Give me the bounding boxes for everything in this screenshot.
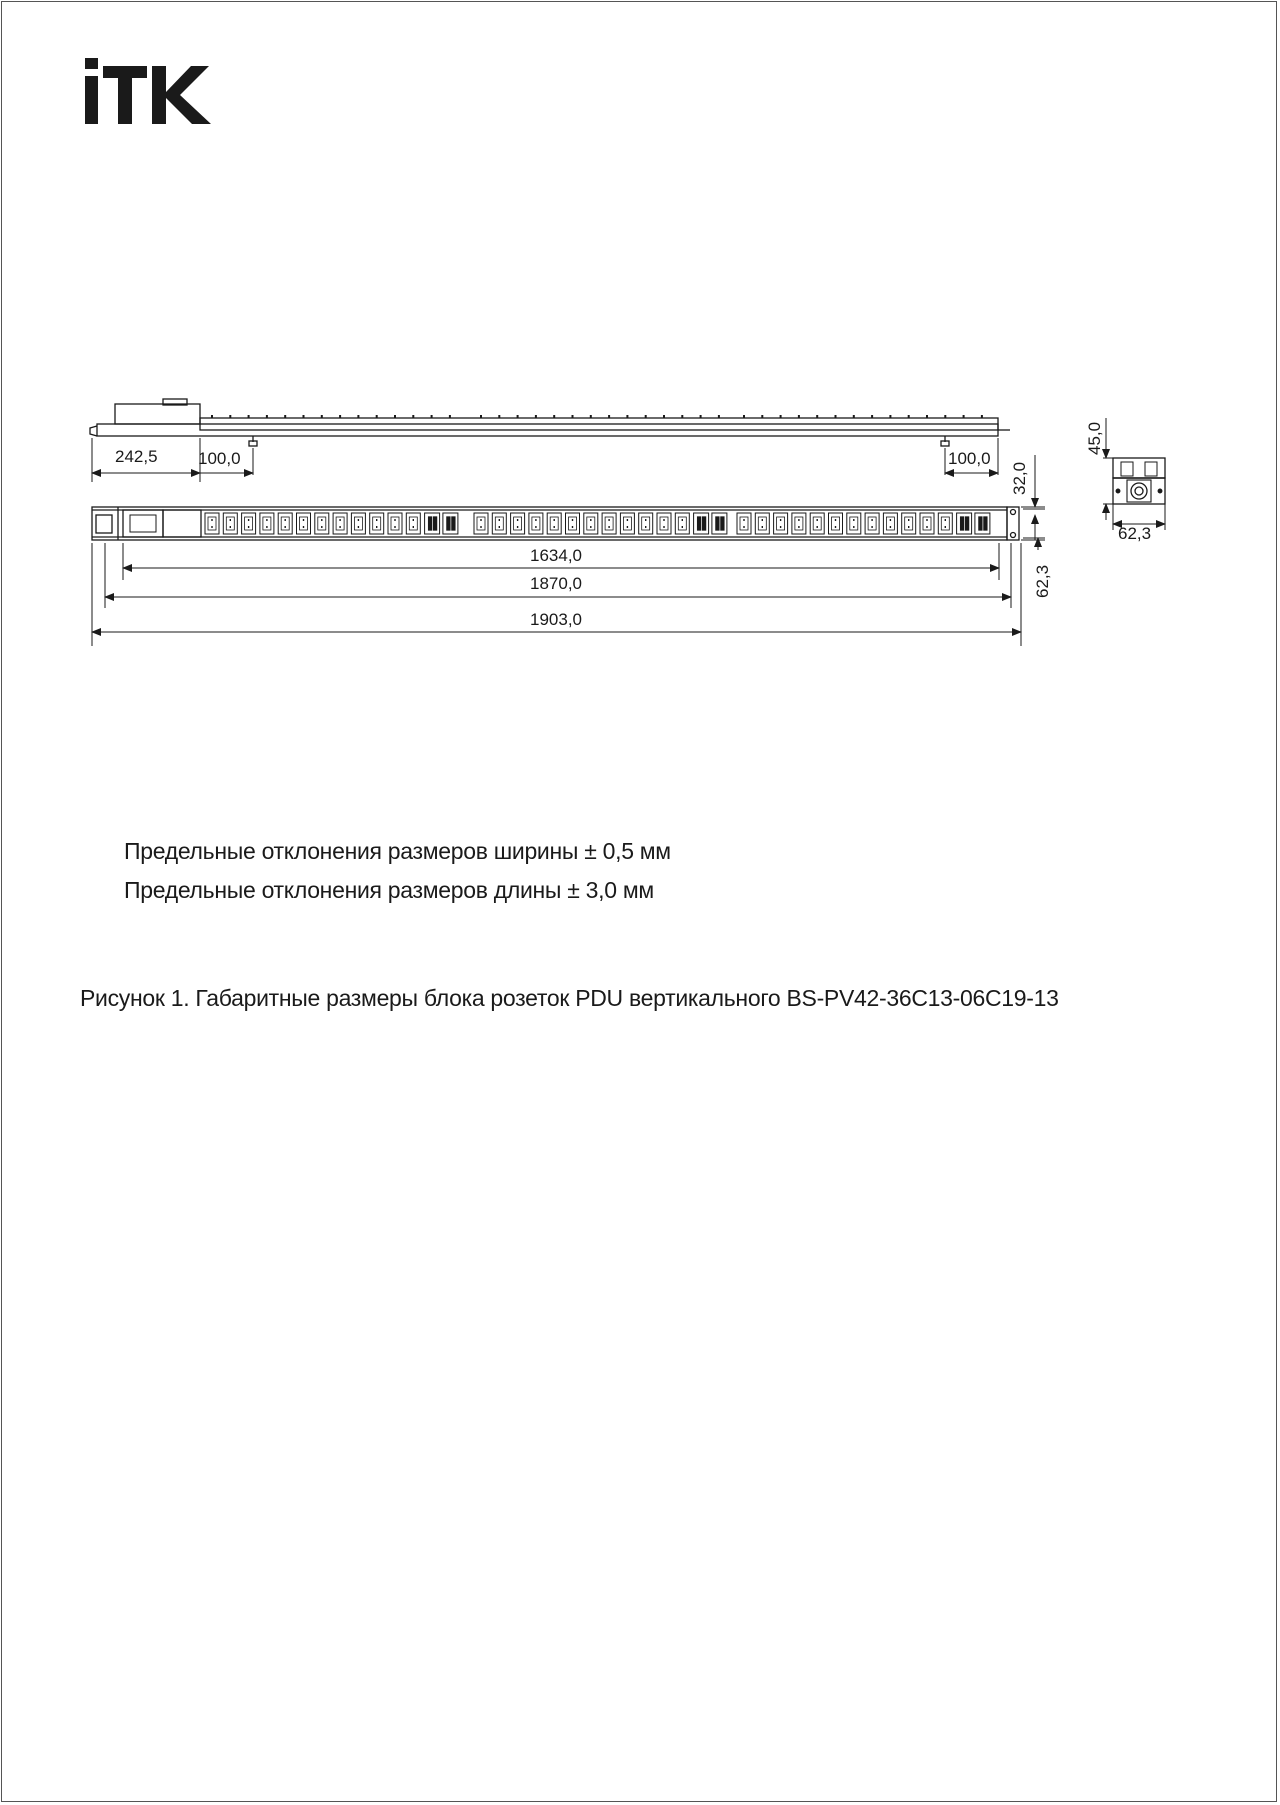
outlet-c13 bbox=[223, 513, 237, 534]
side-pin bbox=[480, 415, 482, 418]
outlet-c13 bbox=[406, 513, 420, 534]
outlet-c13 bbox=[388, 513, 402, 534]
side-pin bbox=[816, 415, 818, 418]
side-pin bbox=[626, 415, 628, 418]
side-pin bbox=[853, 415, 855, 418]
side-pin bbox=[871, 415, 873, 418]
side-pin bbox=[517, 415, 519, 418]
side-pin bbox=[339, 415, 341, 418]
side-pin bbox=[412, 415, 414, 418]
side-pin bbox=[553, 415, 555, 418]
side-pin bbox=[572, 415, 574, 418]
outlet-c13 bbox=[620, 513, 634, 534]
dim-end-width: 62,3 bbox=[1118, 524, 1152, 543]
side-pin bbox=[431, 415, 433, 418]
dim-side-left-hole: 100,0 bbox=[198, 449, 241, 468]
side-pin bbox=[321, 415, 323, 418]
outlet-c19 bbox=[694, 513, 709, 534]
side-pin bbox=[718, 415, 720, 418]
outlet-c19 bbox=[425, 513, 440, 534]
outlet-c13 bbox=[792, 513, 806, 534]
side-pin bbox=[535, 415, 537, 418]
side-pin bbox=[248, 415, 250, 418]
side-pin bbox=[229, 415, 231, 418]
side-pin bbox=[798, 415, 800, 418]
outlet-c13 bbox=[297, 513, 311, 534]
outlet-c19 bbox=[443, 513, 458, 534]
outlet-c13 bbox=[883, 513, 897, 534]
side-pin bbox=[590, 415, 592, 418]
outlet-c13 bbox=[566, 513, 580, 534]
side-pin bbox=[889, 415, 891, 418]
dim-end-height: 45,0 bbox=[1085, 421, 1104, 455]
end-view bbox=[1113, 458, 1165, 504]
outlet-c13 bbox=[675, 513, 689, 534]
side-pin bbox=[908, 415, 910, 418]
outlet-c13 bbox=[315, 513, 329, 534]
width-tolerance-note: Предельные отклонения размеров ширины ± 0,5 мм bbox=[124, 838, 671, 864]
side-pin bbox=[944, 415, 946, 418]
side-pin bbox=[357, 415, 359, 418]
side-pin bbox=[743, 415, 745, 418]
dim-mount-span: 1870,0 bbox=[530, 574, 582, 593]
outlet-c13 bbox=[278, 513, 292, 534]
outlet-c13 bbox=[657, 513, 671, 534]
outlet-c13 bbox=[810, 513, 824, 534]
side-pin bbox=[608, 415, 610, 418]
outlet-c13 bbox=[474, 513, 488, 534]
side-pin bbox=[700, 415, 702, 418]
outlet-c13 bbox=[920, 513, 934, 534]
dim-front-width: 62,3 bbox=[1033, 564, 1052, 598]
dim-outlet-span: 1634,0 bbox=[530, 546, 582, 565]
side-pin bbox=[780, 415, 782, 418]
dim-side-right-hole: 100,0 bbox=[948, 449, 991, 468]
side-pin bbox=[926, 415, 928, 418]
dim-side-module: 242,5 bbox=[115, 447, 158, 466]
outlet-c13 bbox=[829, 513, 843, 534]
side-pin bbox=[963, 415, 965, 418]
side-pin bbox=[498, 415, 500, 418]
outlet-c13 bbox=[370, 513, 384, 534]
side-pin bbox=[835, 415, 837, 418]
side-pin bbox=[981, 415, 983, 418]
outlet-c13 bbox=[602, 513, 616, 534]
outlet-c13 bbox=[333, 513, 347, 534]
side-view bbox=[90, 399, 1010, 446]
outlet-c13 bbox=[584, 513, 598, 534]
side-pin bbox=[761, 415, 763, 418]
outlet-c13 bbox=[242, 513, 256, 534]
outlet-c13 bbox=[205, 513, 219, 534]
outlet-c13 bbox=[774, 513, 788, 534]
outlet-c13 bbox=[529, 513, 543, 534]
dim-overall-length: 1903,0 bbox=[530, 610, 582, 629]
outlet-c19 bbox=[957, 513, 972, 534]
outlet-c13 bbox=[260, 513, 274, 534]
outlet-c13 bbox=[902, 513, 916, 534]
dim-mount-offset: 32,0 bbox=[1010, 461, 1029, 495]
side-pin bbox=[376, 415, 378, 418]
outlet-c13 bbox=[492, 513, 506, 534]
pdu-dimension-drawing bbox=[0, 380, 1280, 680]
side-pin bbox=[284, 415, 286, 418]
outlet-c13 bbox=[755, 513, 769, 534]
side-pin bbox=[663, 415, 665, 418]
outlet-c13 bbox=[351, 513, 365, 534]
side-pin bbox=[211, 415, 213, 418]
figure-caption: Рисунок 1. Габаритные размеры блока розеток PDU вертикального BS-PV42-36C13-06C19-13 bbox=[80, 985, 1059, 1011]
side-pin bbox=[303, 415, 305, 418]
outlet-c13 bbox=[737, 513, 751, 534]
outlet-c13 bbox=[547, 513, 561, 534]
itk-logo bbox=[85, 58, 211, 124]
outlet-c13 bbox=[865, 513, 879, 534]
side-pin bbox=[394, 415, 396, 418]
front-view bbox=[92, 507, 1019, 540]
length-tolerance-note: Предельные отклонения размеров длины ± 3,0 мм bbox=[124, 877, 654, 903]
side-pin bbox=[266, 415, 268, 418]
side-pin bbox=[645, 415, 647, 418]
outlet-c13 bbox=[639, 513, 653, 534]
outlet-c13 bbox=[938, 513, 952, 534]
side-pin bbox=[449, 415, 451, 418]
side-pin bbox=[681, 415, 683, 418]
outlet-c13 bbox=[511, 513, 525, 534]
outlet-c19 bbox=[712, 513, 727, 534]
outlet-c19 bbox=[975, 513, 990, 534]
outlet-c13 bbox=[847, 513, 861, 534]
